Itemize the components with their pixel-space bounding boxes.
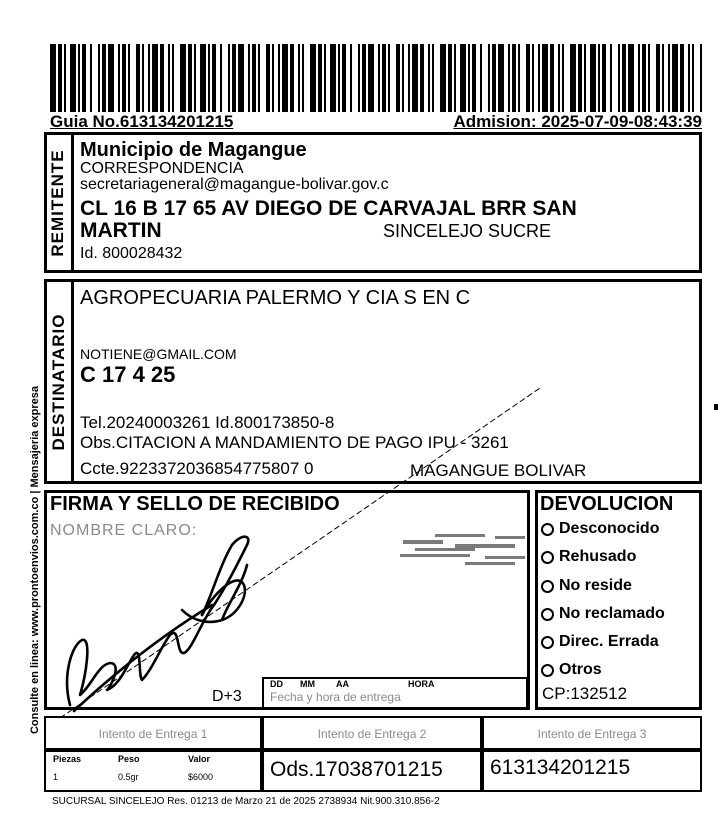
destinatario-address: C 17 4 25: [80, 362, 176, 387]
peso-value: 0.5gr: [118, 772, 139, 782]
devolucion-title: DEVOLUCION: [540, 493, 674, 515]
diagonal-line: [60, 388, 540, 718]
destinatario-email: NOTIENE@GMAIL.COM: [80, 346, 237, 362]
remitente-city: SINCELEJO SUCRE: [383, 221, 552, 241]
guia-number: Guia No.613134201215: [50, 112, 234, 131]
intento-1-label: Intento de Entrega 1: [98, 727, 208, 741]
radio-circle-icon: [541, 636, 554, 649]
devolucion-option-no-reclamado[interactable]: No reclamado: [541, 605, 665, 623]
firma-d3: D+3: [212, 688, 242, 705]
date-label-aa: AA: [336, 679, 349, 689]
firma-title: FIRMA Y SELLO DE RECIBIDO: [50, 493, 340, 515]
fecha-hora-caption: Fecha y hora de entrega: [270, 690, 401, 704]
devolucion-option-otros[interactable]: Otros: [541, 661, 602, 679]
valor-label: Valor: [188, 754, 211, 764]
valor-value: $6000: [188, 772, 214, 782]
remitente-divider: [71, 132, 74, 273]
destinatario-city: MAGANGUE BOLIVAR: [410, 461, 587, 480]
remitente-id: Id. 800028432: [80, 245, 183, 262]
radio-circle-icon: [541, 580, 554, 593]
remitente-email: secretariageneral@magangue-bolivar.gov.c: [80, 176, 389, 193]
radio-circle-icon: [541, 551, 554, 564]
destinatario-label: DESTINATARIO: [49, 313, 68, 451]
remitente-department: CORRESPONDENCIA: [80, 160, 244, 177]
destinatario-tel: Tel.20240003261 Id.800173850-8: [80, 413, 335, 432]
side-website-text: Consulte en linea: www.prontoenvios.com.co | Mensajeria expresa: [29, 385, 41, 735]
intento-3-label: Intento de Entrega 3: [537, 727, 647, 741]
devolucion-option-direc-errada[interactable]: Direc. Errada: [541, 633, 659, 651]
piezas-label: Piezas: [53, 754, 82, 764]
radio-circle-icon: [541, 523, 554, 536]
remitente-address-line1: CL 16 B 17 65 AV DIEGO DE CARVAJAL BRR SAN: [80, 197, 577, 220]
barcode: [50, 44, 702, 112]
admision-datetime: Admision: 2025-07-09-08:43:39: [453, 112, 702, 131]
devolucion-option-rehusado[interactable]: Rehusado: [541, 548, 636, 566]
piezas-value: 1: [53, 772, 59, 782]
guia-repeat-number: 613134201215: [490, 756, 631, 779]
margin-dot: [714, 404, 718, 410]
devolucion-cp: CP:132512: [542, 684, 628, 703]
radio-circle-icon: [541, 608, 554, 621]
radio-circle-icon: [541, 664, 554, 677]
peso-label: Peso: [118, 754, 140, 764]
destinatario-name: AGROPECUARIA PALERMO Y CIA S EN C: [80, 287, 471, 309]
devolucion-option-desconocido[interactable]: Desconocido: [541, 520, 659, 538]
remitente-name: Municipio de Magangue: [80, 139, 307, 161]
remitente-address-line2: MARTIN: [80, 219, 162, 242]
devolucion-option-no-reside[interactable]: No reside: [541, 577, 632, 595]
date-label-dd: DD: [270, 679, 283, 689]
ods-number: Ods.17038701215: [270, 758, 443, 781]
sucursal-line: SUCURSAL SINCELEJO Res. 01213 de Marzo 21 de 2025 2738934 Nit.900.310.856-2: [52, 796, 440, 807]
firma-name-placeholder: NOMBRE CLARO:: [50, 522, 198, 539]
intento-2-label: Intento de Entrega 2: [317, 727, 427, 741]
destinatario-ccte: Ccte.9223372036854775807 0: [80, 459, 314, 478]
destinatario-obs: Obs.CITACION A MANDAMIENTO DE PAGO IPU - 3261: [80, 433, 509, 452]
date-label-mm: MM: [300, 679, 315, 689]
date-label-hora: HORA: [408, 679, 435, 689]
remitente-label: REMITENTE: [48, 149, 67, 257]
